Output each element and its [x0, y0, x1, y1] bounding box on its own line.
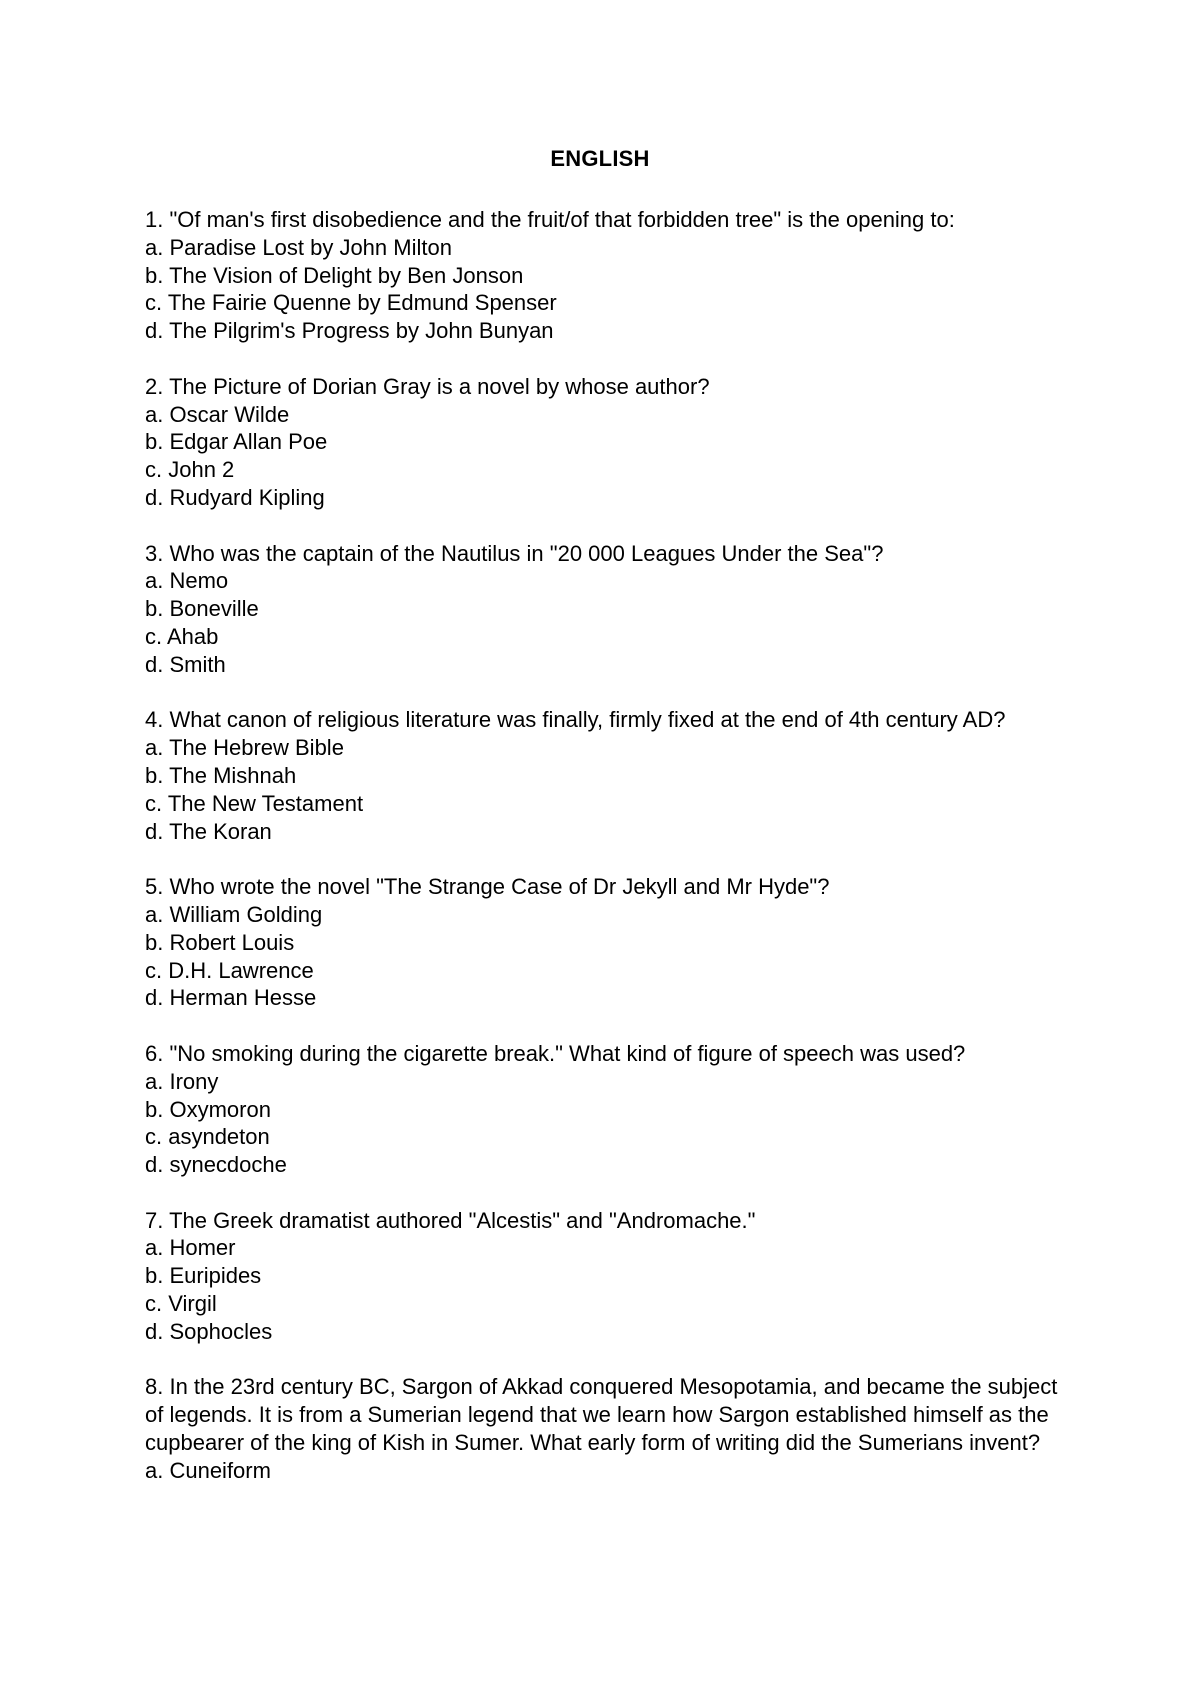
- question-list: [145, 206, 1065, 1512]
- question-3: [145, 540, 1065, 679]
- option-a: a. Irony: [145, 1068, 219, 1094]
- option-d: d. Herman Hesse: [145, 985, 317, 1011]
- question-6: [145, 1040, 1065, 1179]
- option-b: b. The Mishnah: [145, 762, 297, 788]
- option-c: c. Virgil: [145, 1291, 217, 1317]
- question-2: [145, 373, 1065, 512]
- option-a: a. Oscar Wilde: [145, 401, 290, 427]
- question-5: [145, 873, 1065, 1012]
- question-8: [145, 1373, 1065, 1484]
- question-text: 3. Who was the captain of the Nautilus in "20 000 Leagues Under the Sea"?: [145, 540, 884, 566]
- option-c: c. John 2: [145, 457, 235, 483]
- question-text: 6. "No smoking during the cigarette break." What kind of figure of speech was used?: [145, 1040, 966, 1066]
- option-a: a. Cuneiform: [145, 1457, 271, 1483]
- option-a: a. William Golding: [145, 901, 323, 927]
- option-d: d. Rudyard Kipling: [145, 484, 325, 510]
- option-c: c. asyndeton: [145, 1124, 270, 1150]
- question-text: 4. What canon of religious literature was finally, firmly fixed at the end of 4th century AD?: [145, 707, 1006, 733]
- question-text: 1. "Of man's first disobedience and the fruit/of that forbidden tree" is the opening to:: [145, 207, 955, 232]
- option-b: b. Euripides: [145, 1263, 262, 1289]
- option-d: d. The Koran: [145, 818, 272, 844]
- question-1: [145, 206, 1065, 345]
- option-b: b. Oxymoron: [145, 1096, 271, 1122]
- option-b: b. The Vision of Delight by Ben Jonson: [145, 262, 524, 288]
- option-b: b. Robert Louis: [145, 929, 295, 955]
- option-a: a. Paradise Lost by John Milton: [145, 234, 452, 260]
- option-c: c. The New Testament: [145, 790, 364, 816]
- option-d: d. synecdoche: [145, 1152, 287, 1178]
- option-c: c. D.H. Lawrence: [145, 957, 314, 983]
- option-a: a. The Hebrew Bible: [145, 735, 344, 761]
- option-d: d. Sophocles: [145, 1318, 273, 1344]
- question-text: 5. Who wrote the novel "The Strange Case of Dr Jekyll and Mr Hyde"?: [145, 874, 830, 900]
- question-7: [145, 1207, 1065, 1346]
- question-text: 8. In the 23rd century BC, Sargon of Akkad conquered Mesopotamia, and became the subject of legends. It is from a Sumerian legend that we learn how Sargon established himself as the cupbearer of the king of Kish in Sumer. What early form of writing did the Sumerians invent?: [145, 1374, 1058, 1456]
- option-a: a. Nemo: [145, 568, 229, 594]
- page-title: ENGLISH: [550, 146, 650, 171]
- option-a: a. Homer: [145, 1235, 236, 1261]
- option-d: d. Smith: [145, 651, 226, 677]
- question-4: [145, 706, 1065, 845]
- option-c: c. Ahab: [145, 623, 219, 649]
- question-text: 7. The Greek dramatist authored "Alcestis" and "Andromache.": [145, 1207, 756, 1233]
- option-b: b. Edgar Allan Poe: [145, 429, 328, 455]
- option-b: b. Boneville: [145, 596, 259, 622]
- option-d: d. The Pilgrim's Progress by John Bunyan: [145, 318, 554, 344]
- question-text: 2. The Picture of Dorian Gray is a novel by whose author?: [145, 373, 710, 399]
- option-c: c. The Fairie Quenne by Edmund Spenser: [145, 290, 557, 316]
